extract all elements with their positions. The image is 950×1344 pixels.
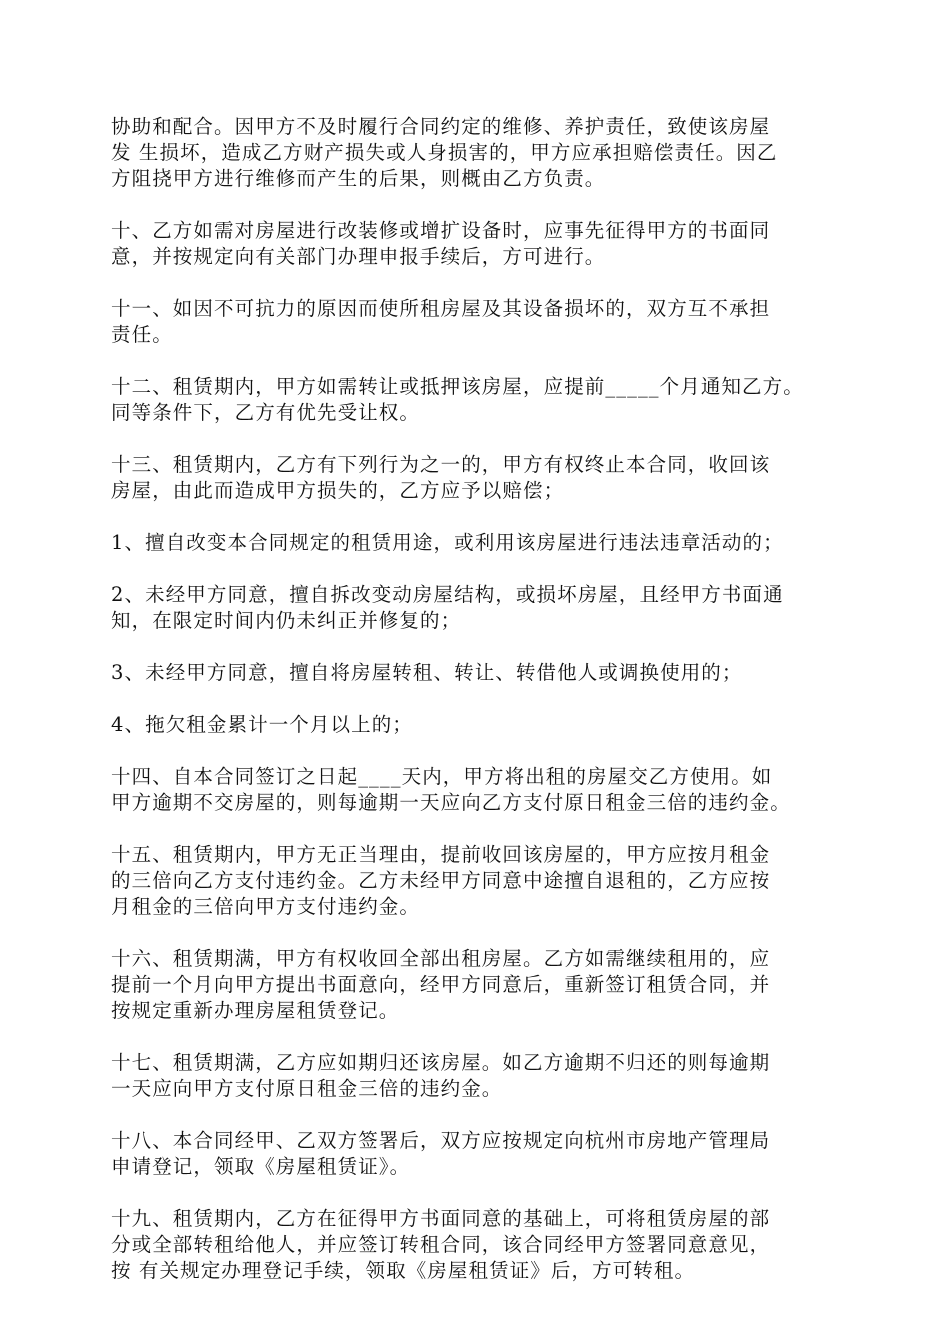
paragraph-item-1 bbox=[111, 530, 846, 556]
text-line: 4、拖欠租金累计一个月以上的； bbox=[111, 713, 413, 736]
text-line: 方阻挠甲方进行维修而产生的后果，则概由乙方负责。 bbox=[111, 167, 606, 190]
text-line: 十三、租赁期内，乙方有下列行为之一的，甲方有权终止本合同，收回该 bbox=[111, 453, 771, 476]
text-line: 十六、租赁期满，甲方有权收回全部出租房屋。乙方如需继续租用的，应 bbox=[111, 947, 771, 970]
paragraph-clause-12 bbox=[111, 374, 846, 426]
text-line: 甲方逾期不交房屋的，则每逾期一天应向乙方支付原日租金三倍的违约金。 bbox=[111, 791, 791, 814]
text-line: 十五、租赁期内，甲方无正当理由，提前收回该房屋的，甲方应按月租金 bbox=[111, 843, 771, 866]
text-line: 的三倍向乙方支付违约金。乙方未经甲方同意中途擅自退租的，乙方应按 bbox=[111, 869, 771, 892]
text-line: 分或全部转租给他人，并应签订转租合同，该合同经甲方签署同意意见， bbox=[111, 1233, 771, 1256]
text-line: 十二、租赁期内，甲方如需转让或抵押该房屋，应提前_____个月通知乙方。 bbox=[111, 375, 804, 398]
text-line: 申请登记，领取《房屋租赁证》。 bbox=[111, 1155, 411, 1178]
text-line: 同等条件下，乙方有优先受让权。 bbox=[111, 401, 421, 424]
text-line: 房屋，由此而造成甲方损失的，乙方应予以赔偿； bbox=[111, 479, 565, 502]
paragraph-clause-17 bbox=[111, 1050, 846, 1102]
text-line: 1、擅自改变本合同规定的租赁用途，或利用该房屋进行违法违章活动的； bbox=[111, 531, 784, 554]
text-line: 意，并按规定向有关部门办理申报手续后，方可进行。 bbox=[111, 245, 606, 268]
text-line: 按 有关规定办理登记手续，领取《房屋租赁证》后，方可转租。 bbox=[111, 1259, 696, 1282]
text-line: 十八、本合同经甲、乙双方签署后，双方应按规定向杭州市房地产管理局 bbox=[111, 1129, 771, 1152]
text-line: 2、未经甲方同意，擅自拆改变动房屋结构，或损坏房屋，且经甲方书面通 bbox=[111, 583, 784, 606]
paragraph-clause-14 bbox=[111, 764, 846, 816]
document-body bbox=[111, 114, 846, 1310]
text-line: 知，在限定时间内仍未纠正并修复的； bbox=[111, 609, 462, 632]
text-line: 十一、如因不可抗力的原因而使所租房屋及其设备损坏的，双方互不承担 bbox=[111, 297, 771, 320]
paragraph-clause-19 bbox=[111, 1206, 846, 1284]
paragraph-clause-13 bbox=[111, 452, 846, 504]
paragraph-item-4 bbox=[111, 712, 846, 738]
text-line: 十、乙方如需对房屋进行改装修或增扩设备时，应事先征得甲方的书面同 bbox=[111, 219, 771, 242]
text-line: 十七、租赁期满，乙方应如期归还该房屋。如乙方逾期不归还的则每逾期 bbox=[111, 1051, 771, 1074]
text-line: 一天应向甲方支付原日租金三倍的违约金。 bbox=[111, 1077, 503, 1100]
paragraph-clause-10 bbox=[111, 218, 846, 270]
paragraph-clause-15 bbox=[111, 842, 846, 920]
text-line: 协助和配合。因甲方不及时履行合同约定的维修、养护责任，致使该房屋 bbox=[111, 115, 771, 138]
text-line: 十九、租赁期内，乙方在征得甲方书面同意的基础上，可将租赁房屋的部 bbox=[111, 1207, 771, 1230]
text-line: 按规定重新办理房屋租赁登记。 bbox=[111, 999, 400, 1022]
paragraph-clause-11 bbox=[111, 296, 846, 348]
paragraph-clause-18 bbox=[111, 1128, 846, 1180]
text-line: 十四、自本合同签订之日起____天内，甲方将出租的房屋交乙方使用。如 bbox=[111, 765, 773, 788]
paragraph-repair-responsibility bbox=[111, 114, 846, 192]
paragraph-item-3 bbox=[111, 660, 846, 686]
text-line: 月租金的三倍向甲方支付违约金。 bbox=[111, 895, 421, 918]
text-line: 提前一个月向甲方提出书面意向，经甲方同意后，重新签订租赁合同，并 bbox=[111, 973, 771, 996]
paragraph-clause-16 bbox=[111, 946, 846, 1024]
text-line: 发 生损坏，造成乙方财产损失或人身损害的，甲方应承担赔偿责任。因乙 bbox=[111, 141, 778, 164]
text-line: 3、未经甲方同意，擅自将房屋转租、转让、转借他人或调换使用的； bbox=[111, 661, 743, 684]
text-line: 责任。 bbox=[111, 323, 173, 346]
paragraph-item-2 bbox=[111, 582, 846, 634]
